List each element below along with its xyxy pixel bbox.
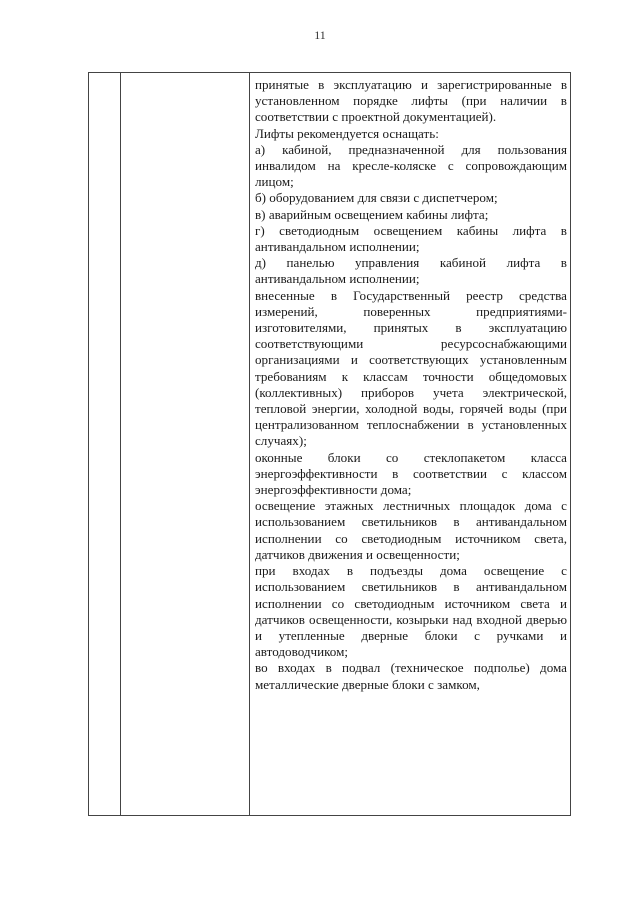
paragraph: а) кабиной, предназначенной для пользования инвалидом на кресле-коляске с сопровождающим лицом;: [255, 141, 567, 190]
paragraph: во входах в подвал (техническое подполье) дома металлические дверные блоки с замком,: [255, 660, 567, 692]
table-cell-name: [121, 73, 250, 816]
table-cell-number: [89, 73, 121, 816]
paragraph: освещение этажных лестничных площадок дома с использованием светильников в антивандальном исполнении со светодиодным источником света, датчиков движения и освещенности;: [255, 498, 567, 562]
paragraph: принятые в эксплуатацию и зарегистрированные в установленном порядке лифты (при наличии в соответствии с проектной документацией).: [255, 77, 567, 125]
table-cell-requirements: [250, 73, 571, 816]
requirements-table: [88, 72, 571, 816]
table-row: [89, 73, 571, 816]
page-number: 11: [314, 28, 326, 42]
paragraph: при входах в подъезды дома освещение с использованием светильников в антивандальном исполнении со светодиодным источником света и датчиков освещенности, козырьки над входной дверью и утепленные дверные блоки с ручками и автодоводчиком;: [255, 563, 567, 660]
paragraph: Лифты рекомендуется оснащать:: [255, 125, 439, 141]
paragraph: оконные блоки со стеклопакетом класса энергоэффективности в соответствии с классом энергоэффективности дома;: [255, 449, 567, 498]
paragraph: внесенные в Государственный реестр средства измерений, поверенных предприятиями-изготовителями, принятых в эксплуатацию соответствующими ресурсоснабжающими организациями и соответствующих установленным требованиям к классам точности общедомовых (коллективных) приборов учета электрической, тепловой энергии, холодной воды, горячей воды (при централизованном теплоснабжении в установленных случаях);: [255, 287, 567, 449]
paragraph: д) панелью управления кабиной лифта в антивандальном исполнении;: [255, 255, 567, 287]
paragraph: б) оборудованием для связи с диспетчером;: [255, 190, 498, 206]
paragraph: г) светодиодным освещением кабины лифта в антивандальном исполнении;: [255, 222, 567, 255]
requirements-text: [250, 73, 570, 693]
paragraph: в) аварийным освещением кабины лифта;: [255, 206, 489, 222]
